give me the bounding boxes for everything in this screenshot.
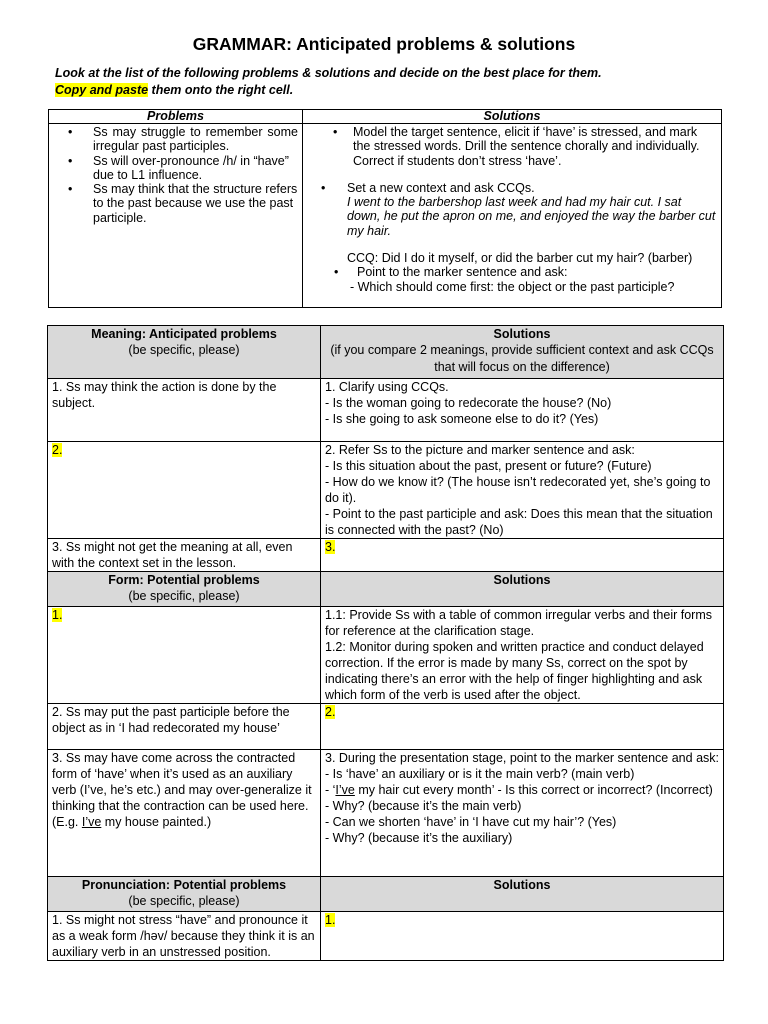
pronunciation-solutions-title: Solutions bbox=[493, 878, 551, 892]
bullet-icon: • bbox=[68, 182, 73, 197]
solution-text: Point to the marker sentence and ask: bbox=[357, 265, 568, 280]
instructions-highlight: Copy and paste bbox=[55, 83, 149, 97]
form-solutions-title: Solutions bbox=[493, 573, 551, 587]
solutions-cell[interactable] bbox=[303, 124, 722, 308]
meaning-solutions-sub: (if you compare 2 meanings, provide sufficient context and ask CCQs that will focus on the difference) bbox=[330, 343, 714, 374]
solution-underlined: I’ve bbox=[335, 783, 355, 797]
bullet-icon: • bbox=[333, 125, 338, 139]
list-item bbox=[53, 125, 298, 154]
form-header-sub: (be specific, please) bbox=[128, 589, 240, 603]
problem-text: Ss will over-pronounce /h/ in “have” due to L1 influence. bbox=[93, 153, 289, 182]
solution-number: 2. bbox=[325, 705, 336, 719]
solution-number: 3. bbox=[325, 540, 336, 554]
solution-line: - Is ‘have’ an auxiliary or is it the main verb? (main verb) bbox=[325, 767, 635, 781]
problem-cell[interactable] bbox=[48, 442, 321, 539]
list-item bbox=[307, 125, 717, 168]
table-row bbox=[48, 750, 724, 877]
solution-line: - Is this situation about the past, present or future? (Future) bbox=[325, 459, 652, 473]
table-body-row bbox=[49, 124, 722, 308]
problem-underlined: I’ve bbox=[81, 815, 102, 829]
meaning-solutions-title: Solutions bbox=[493, 327, 551, 341]
form-header-title: Form: Potential problems bbox=[108, 573, 260, 587]
form-header-row bbox=[48, 572, 724, 607]
solution-line bbox=[325, 782, 719, 798]
solution-text: - ‘ bbox=[325, 783, 336, 797]
instructions-line2: them onto the right cell. bbox=[148, 83, 294, 97]
table-row bbox=[48, 607, 724, 704]
table-row bbox=[48, 539, 724, 572]
form-header bbox=[48, 572, 321, 607]
solution-line: - How do we know it? (The house isn’t redecorated yet, she’s going to do it). bbox=[325, 475, 711, 505]
solution-line: - Why? (because it’s the main verb) bbox=[325, 799, 522, 813]
meaning-header-title: Meaning: Anticipated problems bbox=[91, 327, 277, 341]
bullet-icon: • bbox=[68, 125, 73, 139]
problem-cell[interactable] bbox=[48, 607, 321, 704]
anticipated-problems-table bbox=[47, 325, 724, 961]
problems-cell[interactable] bbox=[49, 124, 303, 308]
bullet-icon: • bbox=[321, 180, 326, 195]
solution-line: 1. Clarify using CCQs. bbox=[325, 380, 449, 394]
solution-line: - Can we shorten ‘have’ in ‘I have cut my hair’? (Yes) bbox=[325, 815, 617, 829]
problem-text: Ss may think that the structure refers to the past because we use the past participle. bbox=[93, 182, 298, 225]
pronunciation-header-sub: (be specific, please) bbox=[128, 894, 240, 908]
table-row bbox=[48, 442, 724, 539]
table-row bbox=[48, 379, 724, 442]
problem-number: 1. bbox=[52, 608, 63, 622]
list-item bbox=[53, 182, 298, 225]
problems-list bbox=[53, 125, 298, 225]
solution-line: 1.2: Monitor during spoken and written practice and conduct delayed correction. If the error is made by many Ss, correct on the spot by indicating there’s an error with the help of finger highlighting and ask which form of the verb is used after the object. bbox=[325, 640, 704, 702]
solution-text: Model the target sentence, elicit if ‘have’ is stressed, and mark the stressed words. Drill the sentence chorally and individually. Correct if students don’t stress ‘have’. bbox=[353, 125, 700, 168]
solution-cell[interactable] bbox=[321, 750, 724, 877]
list-item bbox=[53, 154, 298, 183]
page-title: GRAMMAR: Anticipated problems & solutions bbox=[192, 34, 576, 54]
solutions-header: Solutions bbox=[303, 110, 722, 124]
problems-solutions-list-table bbox=[48, 109, 722, 308]
solution-line: - Point to the past participle and ask: Does this mean that the situation is connected with the past? (No) bbox=[325, 507, 713, 537]
solution-cell[interactable] bbox=[321, 379, 724, 442]
solution-cell[interactable] bbox=[321, 442, 724, 539]
problem-cell[interactable] bbox=[48, 750, 321, 877]
pronunciation-header bbox=[48, 877, 321, 912]
instructions bbox=[55, 65, 735, 99]
ccq-text: CCQ: Did I do it myself, or did the barber cut my hair? (barber) bbox=[347, 251, 693, 266]
solution-line: 1.1: Provide Ss with a table of common irregular verbs and their forms for reference at the clarification stage. bbox=[325, 608, 712, 638]
solution-cell[interactable] bbox=[321, 539, 724, 572]
solution-text: Set a new context and ask CCQs. bbox=[347, 180, 535, 195]
bullet-icon: • bbox=[334, 265, 339, 280]
solution-line: 2. Refer Ss to the picture and marker sentence and ask: bbox=[325, 443, 635, 457]
solution-question: - Which should come first: the object or the past participle? bbox=[350, 279, 675, 294]
problem-number: 2. bbox=[52, 443, 63, 457]
instructions-line1: Look at the list of the following problems & solutions and decide on the best place for them. bbox=[55, 66, 602, 80]
problem-text: 3. Ss may have come across the contracted form of ‘have’ when it’s used as an auxiliary verb (I’ve, he’s etc.) and may over-generalize it thinking that the contraction can be used here. (E.g. bbox=[52, 751, 312, 829]
problem-text: Ss may struggle to remember some irregular past participles. bbox=[93, 125, 298, 154]
problem-cell[interactable]: 3. Ss might not get the meaning at all, even with the context set in the lesson. bbox=[48, 539, 321, 572]
pronunciation-header-title: Pronunciation: Potential problems bbox=[81, 878, 287, 892]
bullet-icon: • bbox=[68, 153, 73, 168]
problem-cell[interactable]: 1. Ss might not stress “have” and pronounce it as a weak form /həv/ because they think it is an auxiliary verb in an unstressed position. bbox=[48, 912, 321, 961]
table-row bbox=[48, 704, 724, 750]
meaning-header bbox=[48, 326, 321, 379]
solution-line: 3. During the presentation stage, point to the marker sentence and ask: bbox=[325, 751, 719, 765]
pronunciation-solutions-header bbox=[321, 877, 724, 912]
form-solutions-header bbox=[321, 572, 724, 607]
table-header-row bbox=[49, 110, 722, 124]
problem-cell[interactable]: 1. Ss may think the action is done by the subject. bbox=[48, 379, 321, 442]
solution-cell[interactable] bbox=[321, 704, 724, 750]
solution-example: I went to the barbershop last week and had my hair cut. I sat down, he put the apron on me, and enjoyed the way the barber cut my hair. bbox=[347, 195, 716, 238]
pronunciation-header-row bbox=[48, 877, 724, 912]
table-row bbox=[48, 912, 724, 961]
meaning-header-sub: (be specific, please) bbox=[128, 343, 240, 357]
solution-number: 1. bbox=[325, 913, 336, 927]
solution-cell[interactable] bbox=[321, 607, 724, 704]
solution-line: - Is the woman going to redecorate the house? (No) bbox=[325, 396, 612, 410]
list-item bbox=[307, 265, 717, 279]
solution-line: - Why? (because it’s the auxiliary) bbox=[325, 831, 513, 845]
meaning-solutions-header bbox=[321, 326, 724, 379]
problems-header: Problems bbox=[49, 110, 303, 124]
meaning-header-row bbox=[48, 326, 724, 379]
list-item bbox=[307, 181, 717, 238]
problem-cell[interactable]: 2. Ss may put the past participle before the object as in ‘I had redecorated my house’ bbox=[48, 704, 321, 750]
solution-text-end: my hair cut every month’ - Is this correct or incorrect? (Incorrect) bbox=[354, 783, 713, 797]
solution-line: - Is she going to ask someone else to do it? (Yes) bbox=[325, 412, 599, 426]
solution-cell[interactable] bbox=[321, 912, 724, 961]
problem-text-end: my house painted.) bbox=[101, 815, 212, 829]
